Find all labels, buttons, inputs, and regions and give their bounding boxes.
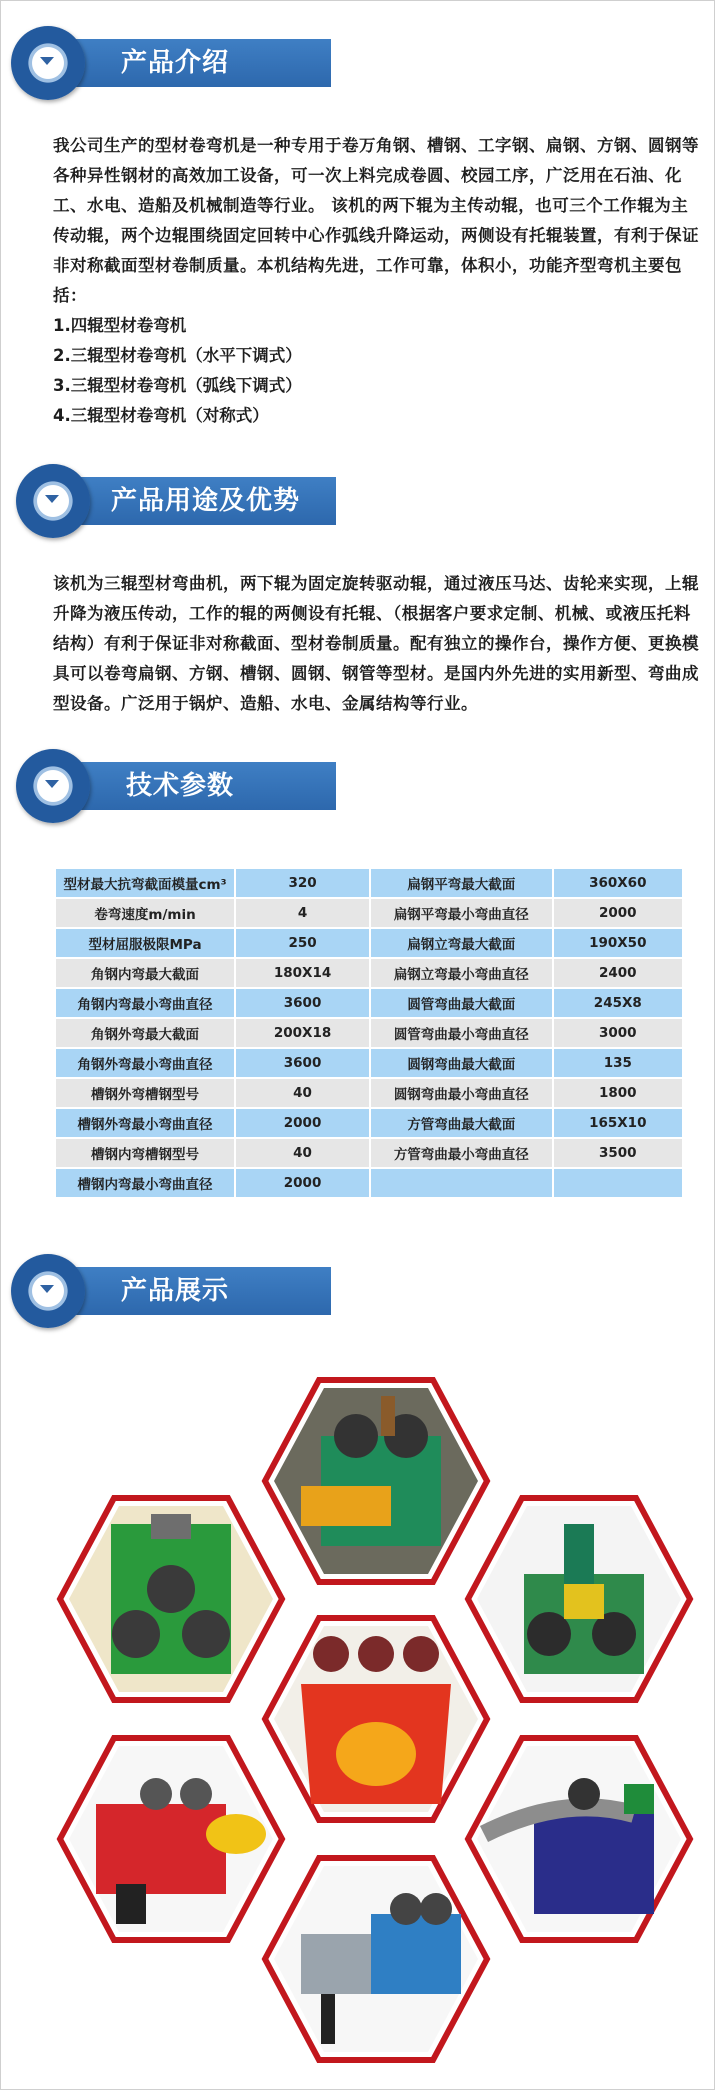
spec-value-cell: 40 [236, 1079, 369, 1107]
table-row [56, 959, 682, 987]
chevron-down-icon [11, 26, 85, 100]
spec-value-cell: 190X50 [554, 929, 682, 957]
spec-label-cell: 槽钢内弯槽钢型号 [56, 1139, 234, 1167]
spec-value-cell: 165X10 [554, 1109, 682, 1137]
table-row [56, 1169, 682, 1197]
spec-value-cell: 3600 [236, 1049, 369, 1077]
spec-value-cell: 2000 [236, 1169, 369, 1197]
spec-value-cell: 135 [554, 1049, 682, 1077]
spec-value-cell: 3000 [554, 1019, 682, 1047]
spec-table [54, 867, 684, 1199]
list-item: 2.三辊型材卷弯机（水平下调式） [53, 346, 302, 365]
spec-label-cell: 卷弯速度m/min [56, 899, 234, 927]
table-row [56, 929, 682, 957]
usage-paragraph [53, 569, 703, 719]
spec-value-cell: 250 [236, 929, 369, 957]
spec-label-cell [371, 1169, 552, 1197]
spec-label-cell: 扁钢立弯最大截面 [371, 929, 552, 957]
product-photo [464, 1494, 694, 1704]
spec-label-cell: 扁钢立弯最小弯曲直径 [371, 959, 552, 987]
spec-label-cell: 方管弯曲最大截面 [371, 1109, 552, 1137]
spec-value-cell: 2400 [554, 959, 682, 987]
spec-label-cell: 角钢外弯最小弯曲直径 [56, 1049, 234, 1077]
spec-label-cell: 槽钢内弯最小弯曲直径 [56, 1169, 234, 1197]
spec-value-cell: 2000 [554, 899, 682, 927]
spec-label-cell: 型材屈服极限MPa [56, 929, 234, 957]
spec-value-cell [554, 1169, 682, 1197]
intro-list [53, 311, 302, 431]
section-title-usage: 产品用途及优势 [111, 486, 301, 516]
chevron-down-icon [16, 749, 90, 823]
list-item: 4.三辊型材卷弯机（对称式） [53, 406, 269, 425]
chevron-down-icon [11, 1254, 85, 1328]
intro-text: 我公司生产的型材卷弯机是一种专用于卷万角钢、槽钢、工字钢、扁钢、方钢、圆钢等各种异性钢材的高效加工设备，可一次上料完成卷圆、校园工序，广泛用在石油、化工、水电、造船及机械制造等行业。 该机的两下辊为主传动辊，也可三个工作辊为主传动辊，两个边辊围绕固定回转中心作弧线升降运动，两侧设有托辊装置，有利于保证非对称截面型材卷制质量。本机结构先进，工作可靠，体积小，功能齐型弯机主要包括： [53, 136, 699, 305]
spec-label-cell: 角钢外弯最大截面 [56, 1019, 234, 1047]
section-header-gallery [1, 1251, 341, 1331]
table-row [56, 899, 682, 927]
section-header-specs [6, 746, 346, 826]
section-header-intro [1, 23, 341, 103]
section-header-usage [6, 461, 346, 541]
usage-text: 该机为三辊型材弯曲机，两下辊为固定旋转驱动辊，通过液压马达、齿轮来实现，上辊升降为液压传动，工作的辊的两侧设有托辊、（根据客户要求定制、机械、或液压托料结构）有利于保证非对称截面、型材卷制质量。配有独立的操作台，操作方便、更换模具可以卷弯扁钢、方钢、槽钢、圆钢、钢管等型材。是国内外先进的实用新型、弯曲成型设备。广泛用于锅炉、造船、水电、金属结构等行业。 [53, 574, 699, 713]
spec-value-cell: 200X18 [236, 1019, 369, 1047]
product-photo [261, 1854, 491, 2064]
spec-label-cell: 圆管弯曲最大截面 [371, 989, 552, 1017]
spec-label-cell: 角钢内弯最大截面 [56, 959, 234, 987]
table-row [56, 1049, 682, 1077]
spec-value-cell: 180X14 [236, 959, 369, 987]
spec-value-cell: 1800 [554, 1079, 682, 1107]
table-row [56, 1109, 682, 1137]
table-row [56, 1019, 682, 1047]
table-row [56, 1079, 682, 1107]
table-row [56, 869, 682, 897]
list-item: 1.四辊型材卷弯机 [53, 316, 187, 335]
spec-value-cell: 40 [236, 1139, 369, 1167]
spec-label-cell: 圆钢弯曲最大截面 [371, 1049, 552, 1077]
section-title-specs: 技术参数 [126, 771, 235, 801]
product-gallery [56, 1376, 706, 2076]
spec-value-cell: 3600 [236, 989, 369, 1017]
spec-value-cell: 2000 [236, 1109, 369, 1137]
spec-label-cell: 扁钢平弯最小弯曲直径 [371, 899, 552, 927]
intro-paragraph [53, 131, 703, 311]
product-photo [261, 1614, 491, 1824]
table-row [56, 1139, 682, 1167]
spec-label-cell: 方管弯曲最小弯曲直径 [371, 1139, 552, 1167]
spec-label-cell: 扁钢平弯最大截面 [371, 869, 552, 897]
spec-value-cell: 245X8 [554, 989, 682, 1017]
spec-value-cell: 320 [236, 869, 369, 897]
spec-value-cell: 360X60 [554, 869, 682, 897]
spec-label-cell: 圆钢弯曲最小弯曲直径 [371, 1079, 552, 1107]
product-photo [261, 1376, 491, 1586]
spec-label-cell: 圆管弯曲最小弯曲直径 [371, 1019, 552, 1047]
table-row [56, 989, 682, 1017]
product-photo [56, 1494, 286, 1704]
section-title-intro: 产品介绍 [121, 48, 230, 78]
spec-label-cell: 槽钢外弯槽钢型号 [56, 1079, 234, 1107]
spec-value-cell: 4 [236, 899, 369, 927]
product-photo [56, 1734, 286, 1944]
spec-label-cell: 型材最大抗弯截面模量cm³ [56, 869, 234, 897]
section-title-gallery: 产品展示 [121, 1276, 230, 1306]
spec-value-cell: 3500 [554, 1139, 682, 1167]
list-item: 3.三辊型材卷弯机（弧线下调式） [53, 376, 302, 395]
product-photo [464, 1734, 694, 1944]
spec-label-cell: 槽钢外弯最小弯曲直径 [56, 1109, 234, 1137]
chevron-down-icon [16, 464, 90, 538]
spec-label-cell: 角钢内弯最小弯曲直径 [56, 989, 234, 1017]
